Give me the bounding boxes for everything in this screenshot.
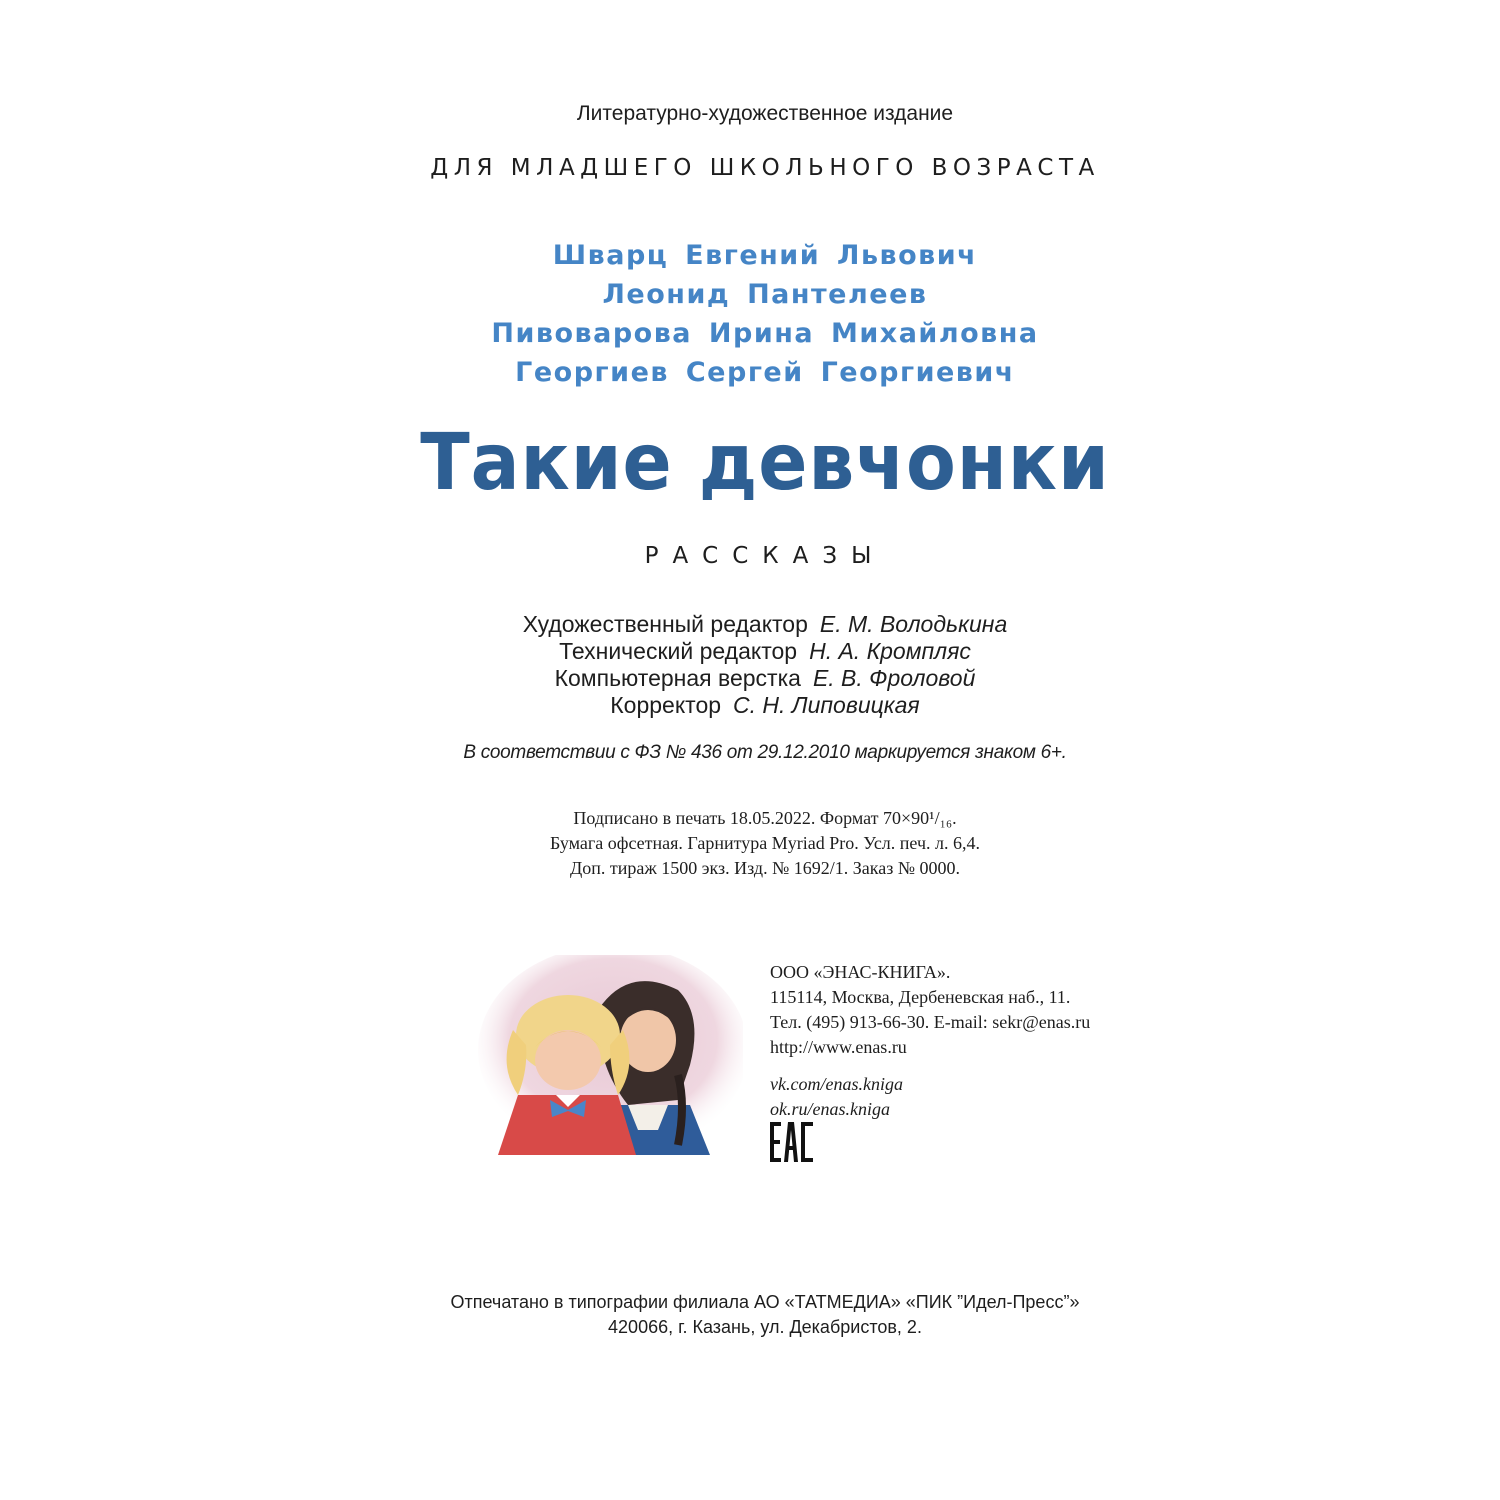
credit-line [0, 665, 1500, 692]
age-marking-note: В соответствии с ФЗ № 436 от 29.12.2010 маркируется знаком 6+. [463, 742, 1067, 763]
credit-name: Е. В. Фроловой [812, 665, 976, 691]
credit-line [0, 638, 1500, 665]
credit-name: Е. М. Володькина [819, 611, 1008, 637]
credits-block [0, 611, 1500, 719]
credit-name: Н. А. Кромпляс [809, 638, 971, 664]
publisher-line: ООО «ЭНАС-КНИГА». [770, 962, 951, 982]
ok-link[interactable]: ok.ru/enas.kniga [770, 1099, 890, 1119]
publisher-line: 115114, Москва, Дербеневская наб., 11. [770, 987, 1071, 1007]
print-info-line: Подписано в печать 18.05.2022. Формат 70×90¹/₁₆. [573, 808, 957, 828]
eac-mark-icon [770, 1122, 814, 1162]
publisher-info [770, 960, 1090, 1122]
age-group: ДЛЯ МЛАДШЕГО ШКОЛЬНОГО ВОЗРАСТА [430, 155, 1100, 181]
print-info-line: Доп. тираж 1500 экз. Изд. № 1692/1. Заказ № 0000. [569, 858, 961, 878]
credit-role: Компьютерная верстка [554, 665, 801, 691]
printer-info [0, 1290, 1500, 1340]
author-name: Пивоварова Ирина Михайловна [491, 318, 1039, 349]
authors-list [0, 236, 1500, 392]
author-name: Георгиев Сергей Георгиевич [515, 357, 1015, 388]
credit-name: С. Н. Липовицкая [733, 692, 920, 718]
credit-role: Технический редактор [559, 638, 798, 664]
credit-line [0, 692, 1500, 719]
author-name: Шварц Евгений Львович [552, 240, 978, 271]
print-info [0, 806, 1500, 881]
publisher-line: Тел. (495) 913-66-30. E-mail: sekr@enas.ru [770, 1012, 1091, 1032]
author-name: Леонид Пантелеев [602, 279, 928, 310]
book-title: Такие девчонки [420, 418, 1110, 508]
print-info-line: Бумага офсетная. Гарнитура Myriad Pro. Усл. печ. л. 6,4. [550, 833, 980, 853]
vk-link[interactable]: vk.com/enas.kniga [770, 1074, 903, 1094]
printer-line: Отпечатано в типографии филиала АО «ТАТМЕДИА» «ПИК ”Идел-Пресс”» [450, 1292, 1080, 1312]
edition-type: Литературно-художественное издание [576, 102, 954, 125]
credit-line [0, 611, 1500, 638]
genre-label: РАССКАЗЫ [644, 543, 886, 569]
publisher-website[interactable]: http://www.enas.ru [770, 1037, 907, 1057]
two-girls-illustration [478, 955, 743, 1155]
credit-role: Корректор [610, 692, 722, 718]
social-links [770, 1072, 1090, 1122]
printer-line: 420066, г. Казань, ул. Декабристов, 2. [608, 1317, 922, 1337]
credit-role: Художественный редактор [522, 611, 808, 637]
